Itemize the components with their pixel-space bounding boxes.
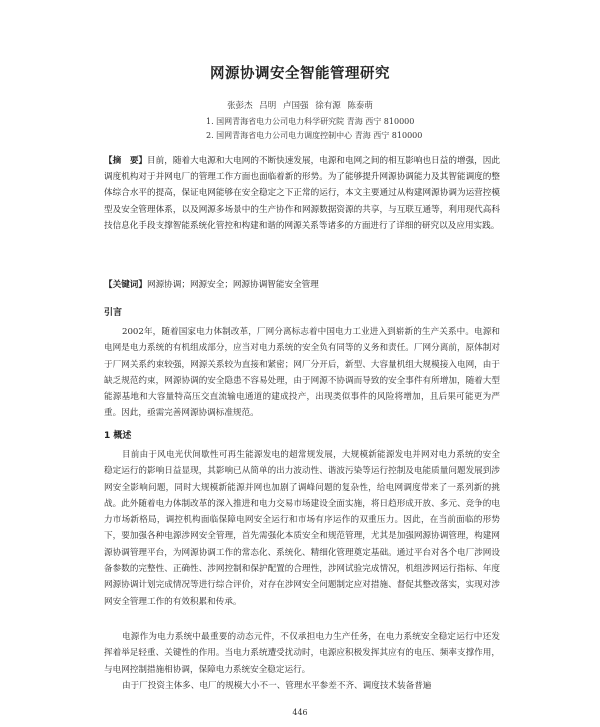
- body-paragraph: 目前由于风电光伏间歇性可再生能源发电的超常规发展，大规模新能源发电并网对电力系统的安全稳定运行的影响日益显现，其影响已从简单的出力波动性、谐波污染等运行控制及电能质量问题发展到涉网安全影响问题，同时大规模新能源并网也加剧了调峰问题的复杂性，给电网调度带来了一系列新的挑战。此外随着电力体制改革的深入推进和电力交易市场建设全面实施，将日趋形成开放、多元、竞争的电力市场新格局，调控机构面临保障电网安全运行和市场有序运作的双重压力。因此，在当前面临的形势下，要加强各种电源涉网安全管理，首先需强化本质安全和规范管理，尤其是加强网源协调管理，构建网源协调管理平台，为网源协调工作的常态化、系统化、精细化管理奠定基础。通过平台对各个电厂涉网设备参数的完整性、正确性、涉网控制和保护配置的合理性，涉网试验完成情况，机组涉网运行指标、年度网源协调计划完成情况等进行综合评价，对存在涉网安全问题制定应对措施、督促其整改落实，实现对涉网安全管理工作的有效积累和传承。: [104, 450, 500, 607]
- author-list: 张彭杰 吕明 卢国强 徐有源 陈泰萌: [227, 101, 373, 111]
- affiliation-1: 1. 国网青海省电力公司电力科学研究院 青海 西宁 810000: [206, 117, 415, 126]
- section-heading-overview: 1 概述: [104, 431, 132, 441]
- paper-title: 网源协调安全智能管理研究: [210, 66, 390, 82]
- keywords: [104, 277, 500, 293]
- keywords-label: 【关键词】: [104, 280, 147, 290]
- affiliation-2: 2. 国网青海省电力公司电力调度控制中心 青海 西宁 810000: [206, 131, 423, 140]
- abstract: [104, 153, 500, 234]
- body-paragraph: 由于厂投资主体多、电厂的规模大小不一、管理水平参差不齐、调度技术装备普遍: [122, 681, 432, 691]
- section-heading-introduction: 引言: [104, 308, 123, 318]
- page-number: 446: [292, 708, 308, 717]
- body-paragraph: 2002年，随着国家电力体制改革，厂网分离标志着中国电力工业进入到崭新的生产关系中。电源和电网是电力系统的有机组成部分，应当对电力系统的安全负有同等的义务和责任。厂网分离前，原体制对于厂网关系约束较强，网源关系较为直接和紧密；网厂分开后，新型、大容量机组大规模接入电网，由于缺乏规范约束，网源协调的安全隐患不容易处理，由于网源不协调而导致的安全事件有所增加，随着大型能源基地和大容量特高压交直流输电通道的建成投产，出现类似事件的风险将增加，且后果可能更为严重。因此，亟需完善网源协调标准规范。: [104, 327, 500, 419]
- abstract-label: 【摘 要】: [104, 156, 148, 166]
- abstract-text: 目前，随着大电源和大电网的不断快速发展，电源和电网之间的相互影响也日益的增强，因此调度机构对于并网电厂的管理工作方面也面临着新的形势。为了能够提升网源协调能力及其智能调度的整体综合水平的提高，保证电网能够在安全稳定之下正常的运行，本文主要通过从构建网源协调为运营控模型及安全管理体系，以及网源多场景中的生产协作和网源数据资源的共享，与互联互通等，利用现代高科技信息化手段支撑智能系统化管控和构建和谐的网源关系等诸多的方面进行了详细的研究以及应用实践。: [104, 156, 500, 231]
- body-paragraph: 电源作为电力系统中最重要的动态元件，不仅承担电力生产任务，在电力系统安全稳定运行中还发挥着举足轻重、关键性的作用。当电力系统遭受扰动时，电源应积极发挥其应有的电压、频率支撑作用，与电网控制措施相协调，保障电力系统安全稳定运行。: [104, 632, 500, 675]
- keywords-text: 网源协调；网源安全；网源协调智能安全管理: [146, 280, 319, 290]
